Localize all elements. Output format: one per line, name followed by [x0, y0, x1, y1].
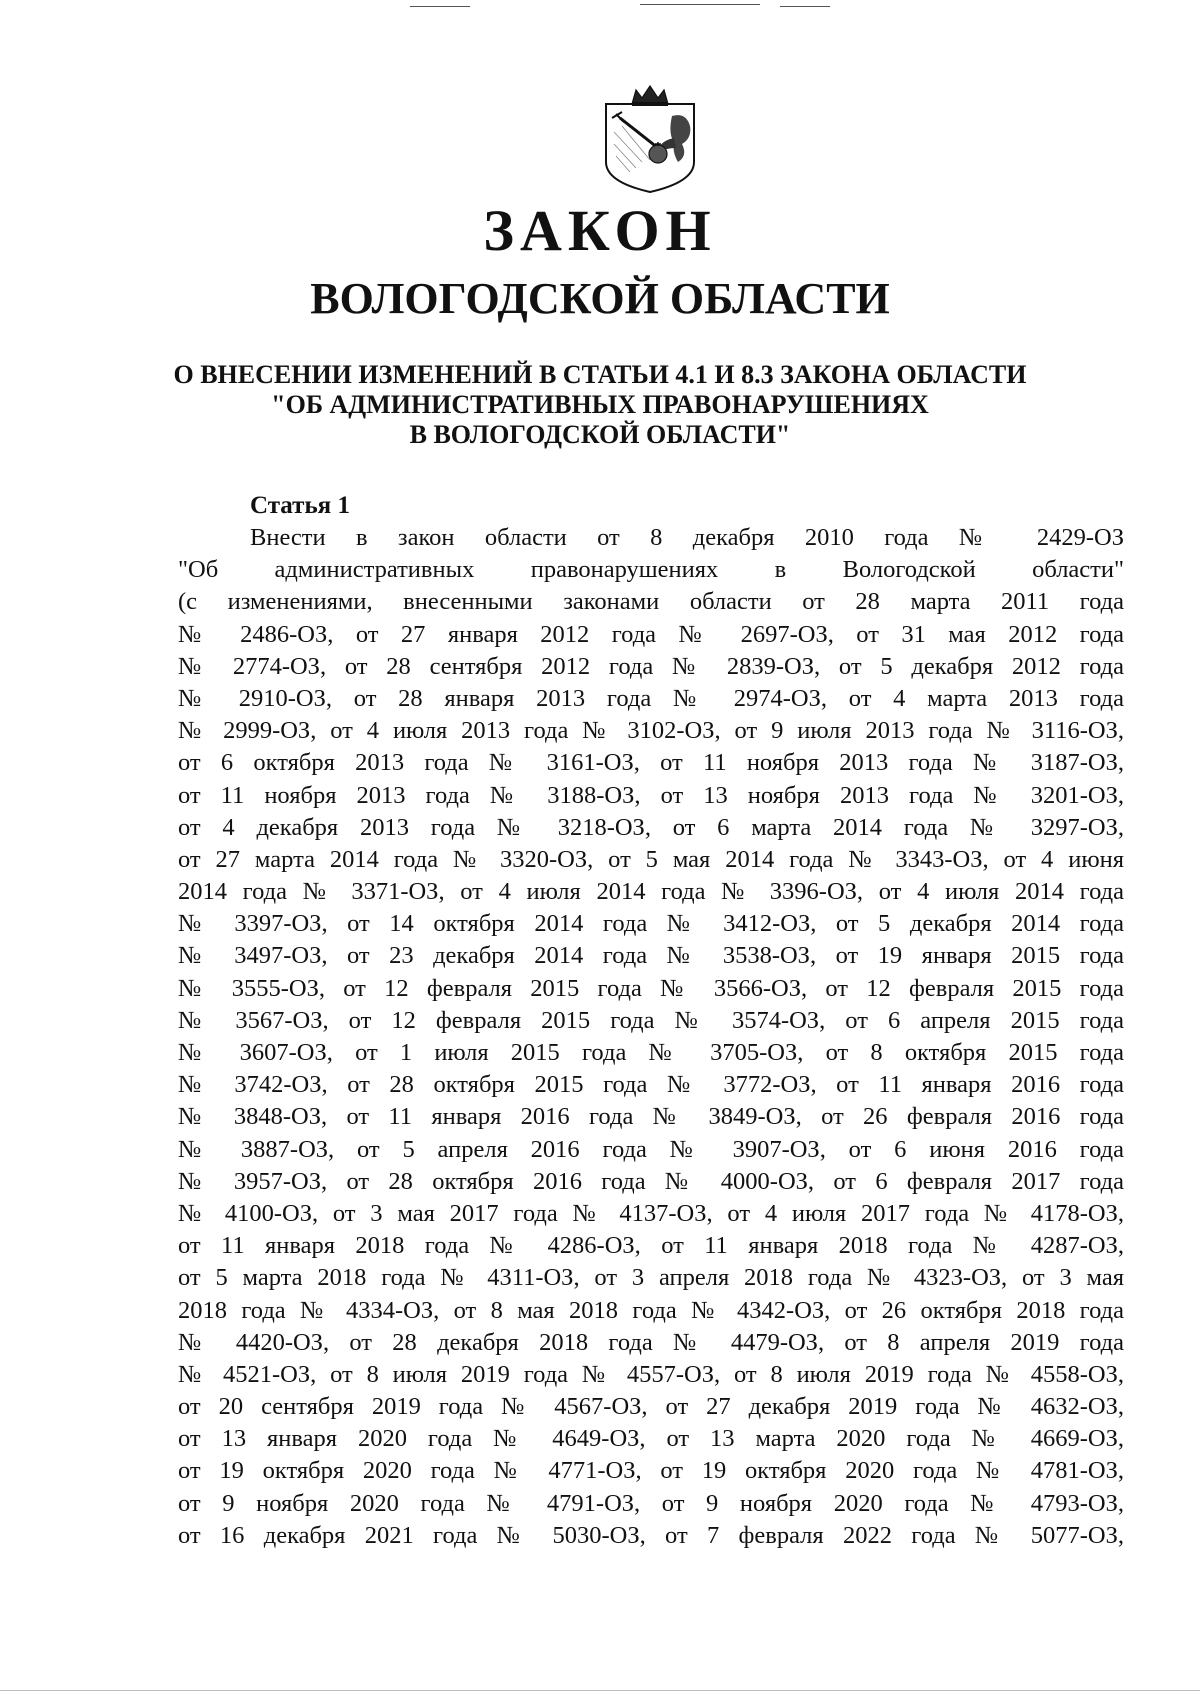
article-line: от 11 января 2018 года № 4286-ОЗ, от 11 января 2018 года № 4287-ОЗ,	[178, 1232, 1124, 1260]
article-line: "Об административных правонарушениях в Вологодской области"	[178, 556, 1124, 584]
law-subject	[0, 360, 1200, 450]
subject-line: В ВОЛОГОДСКОЙ ОБЛАСТИ"	[409, 420, 791, 449]
scan-artifact	[410, 6, 470, 7]
article-line: от 9 ноября 2020 года № 4791-ОЗ, от 9 ноября 2020 года № 4793-ОЗ,	[178, 1489, 1124, 1517]
article-line: № 3397-ОЗ, от 14 октября 2014 года № 3412-ОЗ, от 5 декабря 2014 года	[178, 910, 1124, 938]
vologda-coat-of-arms-icon	[602, 82, 698, 194]
article-line: от 16 декабря 2021 года № 5030-ОЗ, от 7 февраля 2022 года № 5077-ОЗ,	[178, 1521, 1124, 1549]
subject-line: О ВНЕСЕНИИ ИЗМЕНЕНИЙ В СТАТЬИ 4.1 И 8.3 ЗАКОНА ОБЛАСТИ	[173, 360, 1027, 389]
article-line: № 3567-ОЗ, от 12 февраля 2015 года № 3574-ОЗ, от 6 апреля 2015 года	[178, 1006, 1124, 1034]
article-line: № 3848-ОЗ, от 11 января 2016 года № 3849-ОЗ, от 26 февраля 2016 года	[178, 1103, 1124, 1131]
article-line: № 4420-ОЗ, от 28 декабря 2018 года № 4479-ОЗ, от 8 апреля 2019 года	[178, 1328, 1124, 1356]
article-line: от 11 ноября 2013 года № 3188-ОЗ, от 13 ноября 2013 года № 3201-ОЗ,	[178, 781, 1124, 809]
scan-artifact	[780, 6, 830, 7]
article-line: № 2999-ОЗ, от 4 июля 2013 года № 3102-ОЗ, от 9 июля 2013 года № 3116-ОЗ,	[178, 717, 1124, 745]
article-line: № 3607-ОЗ, от 1 июля 2015 года № 3705-ОЗ, от 8 октября 2015 года	[178, 1039, 1124, 1066]
article-line: № 2486-ОЗ, от 27 января 2012 года № 2697-ОЗ, от 31 мая 2012 года	[178, 620, 1124, 648]
article-line: 2014 года № 3371-ОЗ, от 4 июля 2014 года № 3396-ОЗ, от 4 июля 2014 года	[178, 878, 1124, 906]
article-line: № 3555-ОЗ, от 12 февраля 2015 года № 3566-ОЗ, от 12 февраля 2015 года	[178, 974, 1124, 1002]
article-line: № 3957-ОЗ, от 28 октября 2016 года № 4000-ОЗ, от 6 февраля 2017 года	[178, 1167, 1124, 1195]
article-line: от 13 января 2020 года № 4649-ОЗ, от 13 марта 2020 года № 4669-ОЗ,	[178, 1425, 1124, 1453]
subject-line: "ОБ АДМИНИСТРАТИВНЫХ ПРАВОНАРУШЕНИЯХ	[271, 390, 929, 419]
scan-artifact	[640, 4, 760, 5]
article-line: № 4521-ОЗ, от 8 июля 2019 года № 4557-ОЗ, от 8 июля 2019 года № 4558-ОЗ,	[178, 1360, 1124, 1388]
article-line: (с изменениями, внесенными законами области от 28 марта 2011 года	[178, 588, 1124, 616]
article-line: от 20 сентября 2019 года № 4567-ОЗ, от 27 декабря 2019 года № 4632-ОЗ,	[178, 1393, 1124, 1421]
article-line: № 2910-ОЗ, от 28 января 2013 года № 2974-ОЗ, от 4 марта 2013 года	[178, 684, 1124, 712]
law-title: ЗАКОН	[483, 198, 717, 263]
region-title: ВОЛОГОДСКОЙ ОБЛАСТИ	[310, 274, 890, 323]
article-line: № 3887-ОЗ, от 5 апреля 2016 года № 3907-ОЗ, от 6 июня 2016 года	[178, 1135, 1124, 1163]
article-line: Внести в закон области от 8 декабря 2010 года № 2429-ОЗ	[250, 524, 1124, 551]
article-line: № 2774-ОЗ, от 28 сентября 2012 года № 2839-ОЗ, от 5 декабря 2012 года	[178, 652, 1124, 680]
article-body	[178, 522, 1124, 1552]
article-line: № 4100-ОЗ, от 3 мая 2017 года № 4137-ОЗ, от 4 июля 2017 года № 4178-ОЗ,	[178, 1199, 1124, 1227]
article-title: Статья 1	[250, 492, 350, 519]
article-line: 2018 года № 4334-ОЗ, от 8 мая 2018 года № 4342-ОЗ, от 26 октября 2018 года	[178, 1296, 1124, 1324]
article-line: от 5 марта 2018 года № 4311-ОЗ, от 3 апреля 2018 года № 4323-ОЗ, от 3 мая	[178, 1264, 1124, 1292]
article-line: № 3742-ОЗ, от 28 октября 2015 года № 3772-ОЗ, от 11 января 2016 года	[178, 1071, 1124, 1099]
article-line: от 19 октября 2020 года № 4771-ОЗ, от 19 октября 2020 года № 4781-ОЗ,	[178, 1457, 1124, 1485]
article-line: от 4 декабря 2013 года № 3218-ОЗ, от 6 марта 2014 года № 3297-ОЗ,	[178, 813, 1124, 841]
article-line: от 27 марта 2014 года № 3320-ОЗ, от 5 мая 2014 года № 3343-ОЗ, от 4 июня	[178, 845, 1124, 873]
article-line: от 6 октября 2013 года № 3161-ОЗ, от 11 ноября 2013 года № 3187-ОЗ,	[178, 749, 1124, 777]
scan-artifact	[0, 1690, 1200, 1691]
article-line: № 3497-ОЗ, от 23 декабря 2014 года № 3538-ОЗ, от 19 января 2015 года	[178, 942, 1124, 970]
